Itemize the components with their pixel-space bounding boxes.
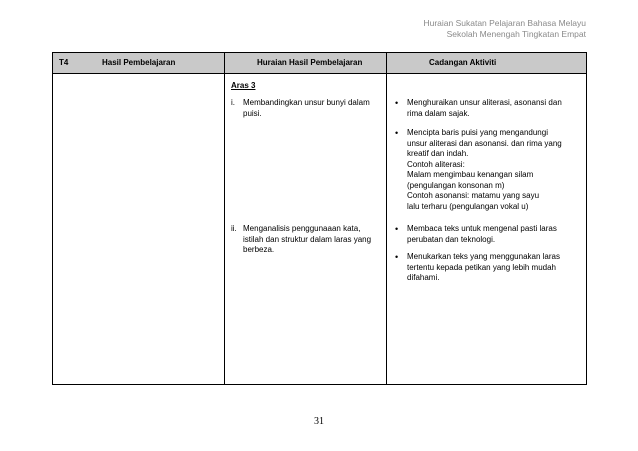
aktiviti-line: kreatif dan indah. xyxy=(407,149,469,158)
aktiviti-line: Mencipta baris puisi yang mengandungi xyxy=(407,128,548,137)
column-divider-1 xyxy=(224,53,225,384)
curriculum-table xyxy=(52,52,587,385)
aktiviti-line: Menukarkan teks yang menggunakan laras xyxy=(407,252,560,261)
header-huraian: Huraian Hasil Pembelajaran xyxy=(257,58,363,67)
aras-label: Aras 3 xyxy=(231,81,256,90)
huraian-item-number: ii. xyxy=(231,224,237,233)
aktiviti-line: difahami. xyxy=(407,273,440,282)
page-number: 31 xyxy=(314,416,324,427)
aktiviti-line: (pengulangan konsonan m) xyxy=(407,180,505,190)
huraian-line: berbeza. xyxy=(243,245,275,254)
header-cadangan: Cadangan Aktiviti xyxy=(429,58,497,67)
aktiviti-line: Malam mengimbau kenangan silam xyxy=(407,170,534,179)
bullet-icon: • xyxy=(395,98,399,108)
bullet-icon: • xyxy=(395,252,399,262)
aktiviti-line: Contoh asonansi: matamu yang sayu xyxy=(407,191,540,200)
bullet-icon: • xyxy=(395,128,399,138)
header-line-2: Sekolah Menengah Tingkatan Empat xyxy=(446,29,586,39)
aktiviti-line: Membaca teks untuk mengenal pasti laras xyxy=(407,224,557,233)
aktiviti-line: Contoh aliterasi: xyxy=(407,159,465,169)
header-line-1: Huraian Sukatan Pelajaran Bahasa Melayu xyxy=(423,18,586,28)
header-t4: T4 xyxy=(59,58,69,67)
aktiviti-line: perubatan dan teknologi. xyxy=(407,234,496,244)
aktiviti-line: lalu terharu (pengulangan vokal u) xyxy=(407,201,529,211)
huraian-item-number: i. xyxy=(231,98,235,107)
aktiviti-line: rima dalam sajak. xyxy=(407,108,470,118)
huraian-line: istilah dan struktur dalam laras yang xyxy=(243,234,372,244)
document-header xyxy=(423,18,586,40)
aktiviti-line: Menghuraikan unsur aliterasi, asonansi dan xyxy=(407,98,562,107)
aktiviti-line: unsur aliterasi dan asonansi. dan rima yang xyxy=(407,138,562,148)
bullet-icon: • xyxy=(395,224,399,234)
column-divider-2 xyxy=(386,53,387,384)
huraian-line: Menganalisis penggunaaan kata, xyxy=(243,224,361,233)
table-header-row xyxy=(53,53,586,74)
huraian-line: puisi. xyxy=(243,108,262,118)
aktiviti-line: tertentu kepada petikan yang lebih mudah xyxy=(407,262,556,272)
header-hasil: Hasil Pembelajaran xyxy=(102,58,176,67)
huraian-line: Membandingkan unsur bunyi dalam xyxy=(243,98,370,107)
